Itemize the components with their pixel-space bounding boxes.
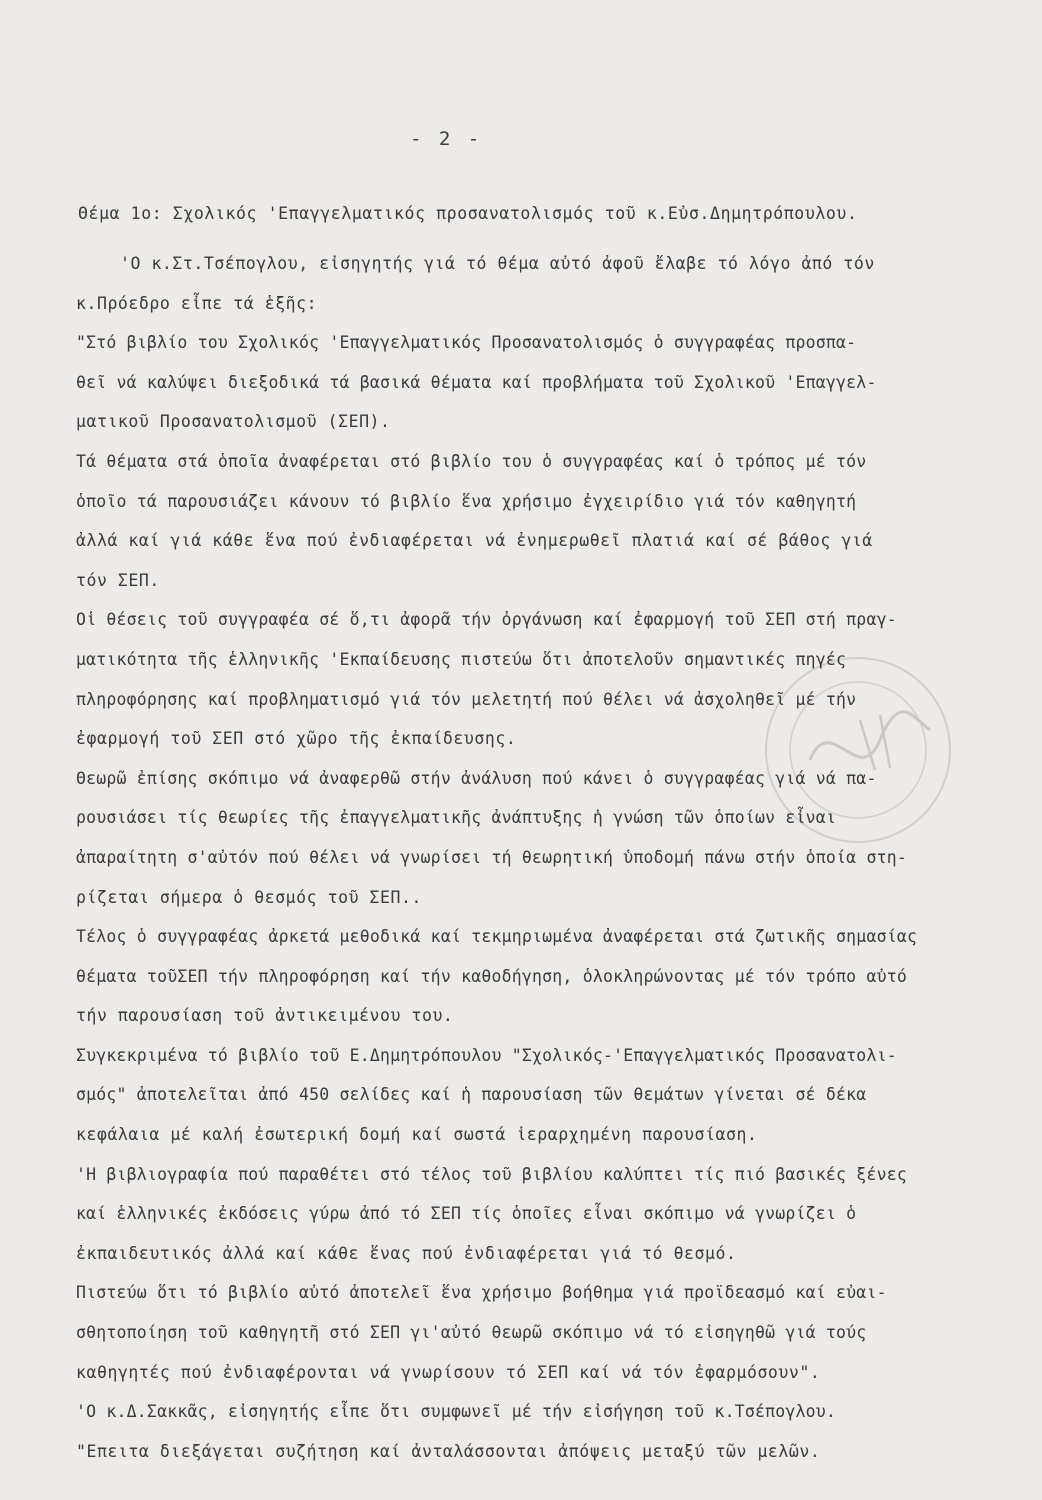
text-line: ἐκπαιδευτικός ἀλλά καί κάθε ἕνας πού ἐνδιαφέρεται γιά τό θεσμό. <box>76 1243 737 1263</box>
text-line: 'Η βιβλιογραφία πού παραθέτει στό τέλος τοῦ βιβλίου καλύπτει τίς πιό βασικές ξένες <box>76 1164 907 1184</box>
text-line: θεῖ νά καλύψει διεξοδικά τά βασικά θέματα καί προβλήματα τοῦ Σχολικοῦ 'Επαγγελ- <box>76 372 877 392</box>
text-line: ρίζεται σήμερα ὁ θεσμός τοῦ ΣΕΠ.. <box>76 887 422 907</box>
topic-heading: Θέμα 1ο: Σχολικός 'Επαγγελματικός προσανατολισμός τοῦ κ.Εὐσ.Δημητρόπουλου. <box>78 204 858 223</box>
text-line: τήν παρουσίαση τοῦ ἀντικειμένου του. <box>76 1006 454 1026</box>
text-line: σμός" ἀποτελεῖται ἀπό 450 σελίδες καί ἡ παρουσίαση τῶν θεμάτων γίνεται σέ δέκα <box>76 1085 867 1105</box>
text-line: Οἱ θέσεις τοῦ συγγραφέα σέ ὅ,τι ἀφορᾶ τήν ὀργάνωση καί ἐφαρμογή τοῦ ΣΕΠ στή πραγ- <box>76 610 897 630</box>
text-line: ἀπαραίτητη σ'αὐτόν πού θέλει νά γνωρίσει τή θεωρητική ὑποδομή πάνω στήν ὁποία στη- <box>76 847 907 867</box>
text-line: Συγκεκριμένα τό βιβλίο τοῦ Ε.Δημητρόπουλου "Σχολικός-'Επαγγελματικός Προσανατολι- <box>76 1045 897 1065</box>
text-line: θέματα τοῦΣΕΠ τήν πληροφόρηση καί τήν καθοδήγηση, ὁλοκληρώνοντας μέ τόν τρόπο αὐτό <box>76 966 907 986</box>
text-line: σθητοποίηση τοῦ καθηγητῆ στό ΣΕΠ γι'αὐτό θεωρῶ σκόπιμο νά τό εἰσηγηθῶ γιά τούς <box>76 1323 867 1343</box>
text-line: κ.Πρόεδρο εἶπε τά ἑξῆς: <box>76 293 318 313</box>
text-line: ρουσιάσει τίς θεωρίες τῆς ἐπαγγελματικῆς ἀνάπτυξης ἡ γνώση τῶν ὁποίων εἶναι <box>76 808 837 828</box>
text-line: ἐφαρμογή τοῦ ΣΕΠ στό χῶρο τῆς ἐκπαίδευσης. <box>76 729 517 749</box>
text-line: καί ἑλληνικές ἐκδόσεις γύρω ἀπό τό ΣΕΠ τίς ὁποῖες εἶναι σκόπιμο νά γνωρίζει ὁ <box>76 1204 857 1224</box>
text-line: καθηγητές πού ἐνδιαφέρονται νά γνωρίσουν τό ΣΕΠ καί νά τόν ἐφαρμόσουν". <box>76 1362 821 1382</box>
text-line: πληροφόρησης καί προβληματισμό γιά τόν μελετητή πού θέλει νά ἀσχοληθεῖ μέ τήν <box>76 689 857 709</box>
text-line: κεφάλαια μέ καλή ἐσωτερική δομή καί σωστά ἱεραρχημένη παρουσίαση. <box>76 1125 758 1145</box>
text-line: Τά θέματα στά ὁποῖα ἀναφέρεται στό βιβλίο του ὁ συγγραφέας καί ὁ τρόπος μέ τόν <box>76 451 867 471</box>
text-line: Θεωρῶ ἐπίσης σκόπιμο νά ἀναφερθῶ στήν ἀνάλυση πού κάνει ὁ συγγραφέας γιά νά πα- <box>76 768 877 788</box>
text-line: 'Ο κ.Δ.Σακκᾶς, εἰσηγητής εἶπε ὅτι συμφωνεῖ μέ τήν εἰσήγηση τοῦ κ.Τσέπογλου. <box>76 1402 837 1422</box>
text-line: τόν ΣΕΠ. <box>76 570 160 590</box>
text-line: ματικοῦ Προσανατολισμοῦ (ΣΕΠ). <box>76 412 391 432</box>
text-line: "Επειτα διεξάγεται συζήτηση καί ἀνταλάσσονται ἀπόψεις μεταξύ τῶν μελῶν. <box>76 1441 821 1461</box>
text-line: ἀλλά καί γιά κάθε ἕνα πού ἐνδιαφέρεται νά ἐνημερωθεῖ πλατιά καί σέ βάθος γιά <box>76 531 873 551</box>
text-line: Τέλος ὁ συγγραφέας ἀρκετά μεθοδικά καί τεκμηριωμένα ἀναφέρεται στά ζωτικῆς σημασίας <box>76 927 918 947</box>
document-body <box>76 244 1016 1471</box>
text-line: Πιστεύω ὅτι τό βιβλίο αὐτό ἀποτελεῖ ἕνα χρήσιμο βοήθημα γιά προϊδεασμό καί εὐαι- <box>76 1283 887 1303</box>
text-line: "Στό βιβλίο του Σχολικός 'Επαγγελματικός Προσανατολισμός ὁ συγγραφέας προσπα- <box>76 333 857 353</box>
page-number: - 2 - <box>410 128 483 150</box>
text-line: ματικότητα τῆς ἑλληνικῆς 'Εκπαίδευσης πιστεύω ὅτι ἀποτελοῦν σημαντικές πηγές <box>76 649 847 669</box>
text-line: 'Ο κ.Στ.Τσέπογλου, εἰσηγητής γιά τό θέμα αὐτό ἀφοῦ ἔλαβε τό λόγο ἀπό τόν <box>120 254 875 273</box>
text-line: ὁποῖο τά παρουσιάζει κάνουν τό βιβλίο ἕνα χρήσιμο ἐγχειρίδιο γιά τόν καθηγητή <box>76 491 857 511</box>
